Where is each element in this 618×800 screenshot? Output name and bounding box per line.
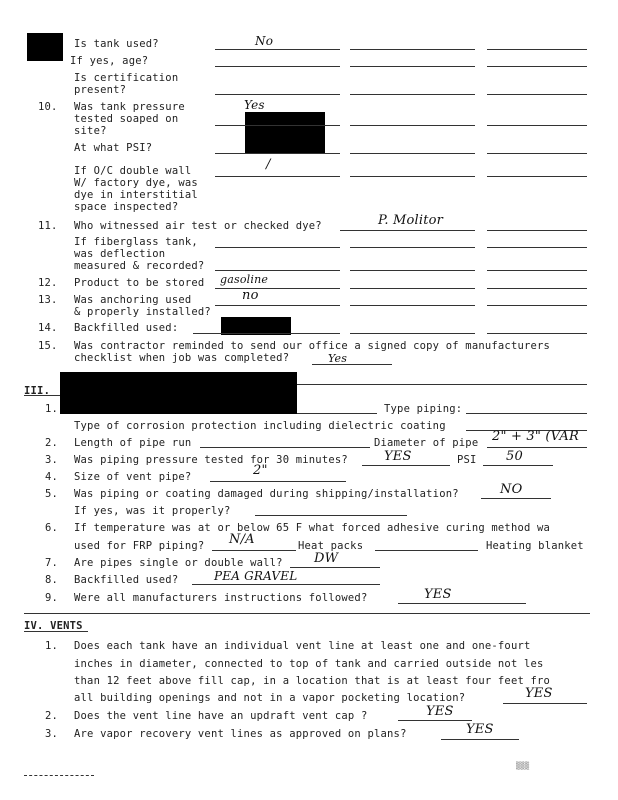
q10-psi-line-3 — [487, 153, 587, 154]
q11-fiberglass-line-1: If fiberglass tank, — [74, 236, 198, 248]
s4-item2-answer: YES — [426, 704, 454, 719]
if-yes-age-question: If yes, age? — [70, 55, 149, 67]
s4-item1-line-3: than 12 feet above fill cap, in a location that is at least four feet fro — [74, 675, 551, 687]
s3-item6-answer: N/A — [229, 532, 255, 547]
q10-dw-line-1 — [215, 176, 340, 177]
q12-line-1 — [215, 288, 340, 289]
q14-line-3 — [487, 333, 587, 334]
s3-item6-label: If temperature was at or below 65 F what forced adhesive curing method wa — [74, 522, 551, 534]
s3-item3-psi: PSI — [457, 454, 477, 466]
q13-label-line-2: & properly installed? — [74, 306, 211, 318]
s4-item3-answer: YES — [466, 722, 494, 737]
s3-item5-sub: If yes, was it properly? — [74, 505, 231, 517]
q12-line-2 — [350, 288, 475, 289]
q11-fg-line-3 — [487, 247, 587, 248]
s3-item3-psi-value: 50 — [506, 449, 523, 464]
tank-used-answer: No — [255, 34, 274, 48]
q10-double-wall-line-2: W/ factory dye, was — [74, 177, 198, 189]
s3-item5-line — [481, 498, 551, 499]
s4-item1-line-2: inches in diameter, connected to top of tank and carried outside not les — [74, 658, 544, 670]
q10-number: 10. — [38, 101, 58, 113]
s4-item3-label: Are vapor recovery vent lines as approved on plans? — [74, 728, 407, 740]
q15-label-line-1: Was contractor reminded to send our office a signed copy of manufacturers — [74, 340, 551, 352]
section4-heading: IV. VENTS — [24, 620, 83, 632]
q11-fiberglass-line-2: was deflection — [74, 248, 166, 260]
q14-line-2 — [350, 333, 475, 334]
q10-line-1 — [215, 125, 340, 126]
s4-item2-label: Does the vent line have an updraft vent cap ? — [74, 710, 368, 722]
s3-item6-heat-packs: Heat packs — [298, 540, 364, 552]
s3-item6-answer-line — [212, 550, 296, 551]
s3-item4-line — [210, 481, 346, 482]
section3-rule-right — [297, 384, 587, 385]
q15-number: 15. — [38, 340, 58, 352]
q10-dw-line-2 — [350, 176, 475, 177]
tank-used-line-1 — [215, 49, 340, 50]
certification-line-2 — [350, 94, 475, 95]
q11-line-1 — [340, 230, 475, 231]
s3-item7-answer: DW — [314, 551, 339, 566]
q12-number: 12. — [38, 277, 58, 289]
q10-double-wall-line-4: space inspected? — [74, 201, 179, 213]
section4-heading-rule — [24, 631, 88, 632]
s3-item9-number: 9. — [45, 592, 59, 604]
q14-number: 14. — [38, 322, 58, 334]
age-line-3 — [487, 66, 587, 67]
q11-number: 11. — [38, 220, 58, 232]
q12-answer: gasoline — [220, 273, 269, 286]
s3-item2-number: 2. — [45, 437, 59, 449]
q13-answer: no — [242, 288, 259, 303]
q13-number: 13. — [38, 294, 58, 306]
s3-item6-number: 6. — [45, 522, 59, 534]
q11-fg-line-1 — [215, 247, 340, 248]
q13-line-2 — [350, 305, 475, 306]
q12-line-3 — [487, 288, 587, 289]
s3-item5-sub-line — [255, 515, 407, 516]
s3-item5-answer: NO — [500, 482, 523, 497]
q13-label-line-1: Was anchoring used — [74, 294, 192, 306]
s3-item9-answer: YES — [424, 587, 452, 602]
s3-item2-answer: 2" + 3" (VAR — [492, 429, 579, 444]
q10-psi-line-1 — [215, 153, 340, 154]
s3-type-piping: Type piping: — [384, 403, 463, 415]
s4-item1-line — [503, 703, 587, 704]
q12-label: Product to be stored — [74, 277, 205, 289]
s4-item1-line-4: all building openings and not in a vapor pocketing location? — [74, 692, 466, 704]
s3-item8-line — [192, 584, 380, 585]
q11-fg-line-6 — [487, 270, 587, 271]
s3-item3-label: Was piping pressure tested for 30 minutes? — [74, 454, 348, 466]
footer-mark: ▒▒▒ — [516, 762, 530, 770]
q11-fg-line-4 — [215, 270, 340, 271]
q10-double-wall-line-1: If O/C double wall — [74, 165, 192, 177]
tank-used-line-3 — [487, 49, 587, 50]
s3-item3-number: 3. — [45, 454, 59, 466]
s3-item4-label: Size of vent pipe? — [74, 471, 192, 483]
footer-rule — [24, 775, 94, 776]
s4-item2-number: 2. — [45, 710, 59, 722]
q11-label: Who witnessed air test or checked dye? — [74, 220, 322, 232]
tank-used-line-2 — [350, 49, 475, 50]
q10-psi-question: At what PSI? — [74, 142, 153, 154]
q10-answer: Yes — [244, 98, 265, 112]
redaction-block-psi — [245, 112, 325, 154]
s3-item6-label-2: used for FRP piping? — [74, 540, 205, 552]
q15-answer: Yes — [328, 352, 348, 365]
s3-item3-psi-line — [483, 465, 553, 466]
q10-double-wall-line-3: dye in interstitial — [74, 189, 198, 201]
s3-item8-number: 8. — [45, 574, 59, 586]
s4-item1-answer: YES — [525, 686, 553, 701]
q13-line-1 — [215, 305, 340, 306]
q10-line-2 — [350, 125, 475, 126]
s3-item8-label: Backfilled used? — [74, 574, 179, 586]
q11-fg-line-5 — [350, 270, 475, 271]
certification-question-line-2: present? — [74, 84, 127, 96]
s3-item3-answer: YES — [384, 449, 412, 464]
s3-item7-label: Are pipes single or double wall? — [74, 557, 283, 569]
age-line-2 — [350, 66, 475, 67]
q13-line-3 — [487, 305, 587, 306]
s3-item6-heating: Heating blanket — [486, 540, 584, 552]
s3-item7-number: 7. — [45, 557, 59, 569]
q15-label-line-2: checklist when job was completed? — [74, 352, 290, 364]
q11-fiberglass-line-3: measured & recorded? — [74, 260, 205, 272]
q10-psi-line-2 — [350, 153, 475, 154]
q10-dw-line-3 — [487, 176, 587, 177]
s4-item1-line-1: Does each tank have an individual vent line at least one and one-fourt — [74, 640, 531, 652]
q10-label-line-3: site? — [74, 125, 107, 137]
s3-item9-line — [398, 603, 526, 604]
s4-item2-line — [398, 720, 472, 721]
s4-item3-number: 3. — [45, 728, 59, 740]
s3-item3-answer-line — [362, 465, 450, 466]
s3-item2-diameter: Diameter of pipe — [374, 437, 479, 449]
s3-item4-answer: 2" — [253, 463, 268, 478]
q10-double-wall-answer: / — [266, 157, 271, 172]
q10-label-line-2: tested soaped on — [74, 113, 179, 125]
certification-line-1 — [215, 94, 340, 95]
s4-item1-number: 1. — [45, 640, 59, 652]
s3-item5-label: Was piping or coating damaged during shipping/installation? — [74, 488, 459, 500]
section3-bottom-rule — [24, 613, 590, 614]
s3-item9-label: Were all manufacturers instructions followed? — [74, 592, 368, 604]
s3-item6-heat-packs-line — [375, 550, 478, 551]
s3-item7-line — [290, 567, 380, 568]
s3-item8-answer: PEA GRAVEL — [214, 569, 298, 583]
q11-answer: P. Molitor — [378, 213, 444, 228]
s3-item4-number: 4. — [45, 471, 59, 483]
section3-rule — [24, 395, 60, 396]
s3-item1-number: 1. — [45, 403, 59, 415]
tank-used-question: Is tank used? — [74, 38, 159, 50]
redaction-block-top-left — [27, 33, 63, 61]
s3-corrosion: Type of corrosion protection including dielectric coating — [74, 420, 446, 432]
s3-item2-line — [200, 447, 370, 448]
section3-heading: III. — [24, 385, 51, 397]
q14-label: Backfilled used: — [74, 322, 179, 334]
q11-fg-line-2 — [350, 247, 475, 248]
s3-item2-label: Length of pipe run — [74, 437, 192, 449]
s4-item3-line — [441, 739, 519, 740]
s3-type-piping-line — [466, 413, 587, 414]
q15-line — [312, 364, 392, 365]
q11-line-2 — [487, 230, 587, 231]
certification-line-3 — [487, 94, 587, 95]
age-line-1 — [215, 66, 340, 67]
s3-item5-number: 5. — [45, 488, 59, 500]
redaction-block-section3-title — [60, 372, 297, 414]
q10-label-line-1: Was tank pressure — [74, 101, 185, 113]
q10-line-3 — [487, 125, 587, 126]
s3-item1-line-a — [297, 413, 377, 414]
q14-line-1 — [193, 333, 340, 334]
certification-question-line-1: Is certification — [74, 72, 179, 84]
s3-item2-answer-line — [487, 447, 587, 448]
